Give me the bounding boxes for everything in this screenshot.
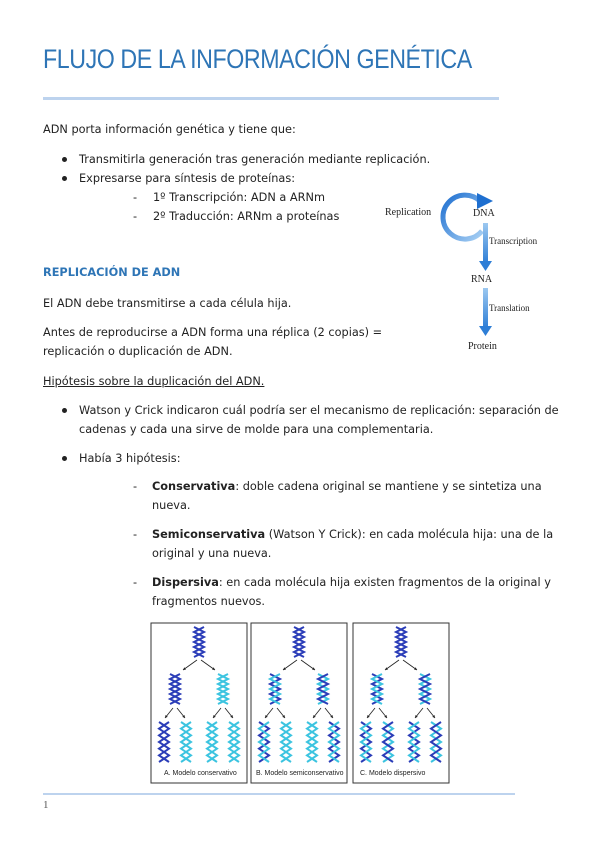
hypothesis-dispersive — [152, 573, 551, 592]
replication-arrowhead — [477, 193, 493, 209]
bullet-three-hypotheses: Había 3 hipótesis: — [79, 452, 181, 465]
bullet-express: Expresarse para síntesis de proteínas: — [79, 172, 296, 185]
para-replica-line1: Antes de reproducirse a ADN forma una réplica (2 copias) = — [43, 326, 383, 339]
bullet-dot — [62, 408, 67, 413]
caption-semiconservative: B. Modelo semiconservativo — [256, 770, 344, 777]
bullet-dot — [62, 157, 67, 162]
para-replica-line2: replicación o duplicación de ADN. — [43, 345, 233, 358]
para-transmit: El ADN debe transmitirse a cada célula hija. — [43, 297, 292, 310]
dash: - — [133, 528, 138, 541]
central-dogma-diagram — [380, 183, 560, 358]
subitem-transcription: 1º Transcripción: ADN a ARNm — [153, 191, 325, 204]
dash: - — [133, 576, 138, 589]
footer-rule — [43, 793, 515, 795]
caption-dispersive: C. Modelo dispersivo — [360, 770, 426, 777]
hypothesis-dispersive-line2: fragmentos nuevos. — [152, 595, 265, 608]
hypothesis-conservative-line2: nueva. — [152, 499, 191, 512]
label-replication: Replication — [385, 207, 432, 218]
def-conservative: : doble cadena original se mantiene y se sintetiza una — [235, 480, 542, 493]
caption-conservative: A. Modelo conservativo — [164, 770, 237, 777]
dash: - — [133, 480, 138, 493]
transcription-arrowhead — [479, 261, 492, 271]
bullet-dot — [62, 456, 67, 461]
bullet-watson-crick-line1: Watson y Crick indicaron cuál podría ser el mecanismo de replicación: separación de — [79, 404, 559, 417]
label-protein: Protein — [468, 341, 497, 352]
term-dispersive: Dispersiva — [152, 576, 219, 589]
hypothesis-semiconservative — [152, 525, 553, 544]
label-dna: DNA — [473, 208, 495, 219]
def-dispersive: : en cada molécula hija existen fragmentos de la original y — [218, 576, 551, 589]
title-rule — [43, 97, 499, 100]
translation-arrow — [483, 288, 488, 328]
transcription-arrow — [483, 223, 488, 263]
intro-text: ADN porta información genética y tiene que: — [43, 123, 296, 136]
page-number: 1 — [43, 799, 49, 811]
label-rna: RNA — [471, 274, 493, 285]
dash: - — [133, 191, 138, 204]
section-heading-replication: REPLICACIÓN DE ADN — [43, 266, 181, 279]
dash: - — [133, 210, 138, 223]
hypothesis-conservative — [152, 477, 542, 496]
hypothesis-heading: Hipótesis sobre la duplicación del ADN. — [43, 375, 265, 388]
bullet-watson-crick-line2: cadenas y cada una sirve de molde para una complementaria. — [79, 423, 434, 436]
replication-models-figure — [150, 622, 450, 786]
bullet-dot — [62, 176, 67, 181]
bullet-transmit: Transmitirla generación tras generación mediante replicación. — [79, 153, 431, 166]
term-conservative: Conservativa — [152, 480, 236, 493]
page-title: FLUJO DE LA INFORMACIÓN GENÉTICA — [43, 44, 472, 74]
def-semiconservative: (Watson Y Crick): en cada molécula hija: una de la — [265, 528, 554, 541]
hypothesis-semiconservative-line2: original y una nueva. — [152, 547, 272, 560]
label-translation: Translation — [489, 303, 530, 313]
label-transcription: Transcription — [489, 236, 538, 246]
term-semiconservative: Semiconservativa — [152, 528, 266, 541]
translation-arrowhead — [479, 326, 492, 336]
subitem-translation: 2º Traducción: ARNm a proteínas — [153, 210, 340, 223]
